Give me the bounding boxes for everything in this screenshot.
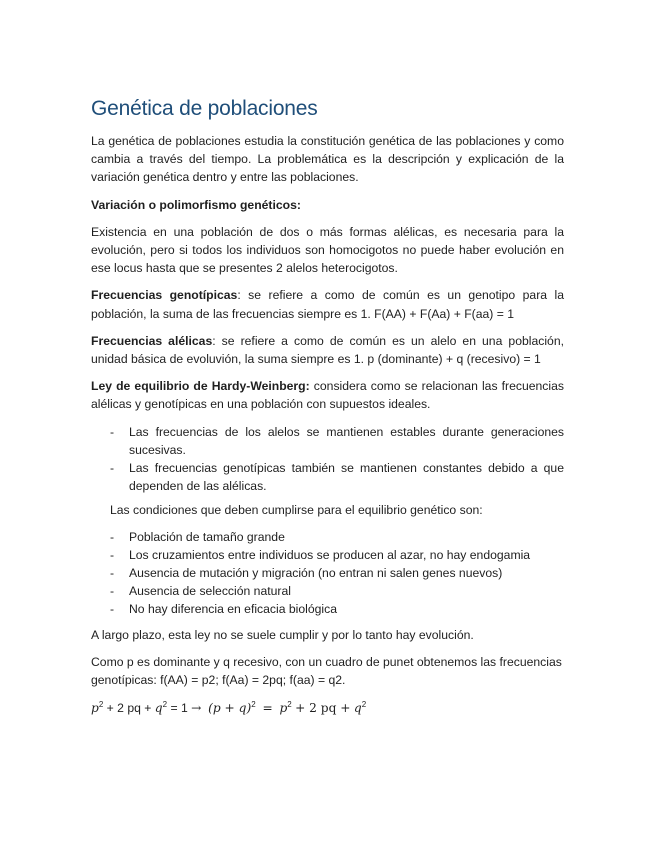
- list-item: [91, 582, 564, 600]
- list-item: [91, 528, 564, 546]
- dash-bullet: -: [110, 602, 115, 617]
- long-term-paragraph: A largo plazo, esta ley no se suele cumplir y por lo tanto hay evolución.: [91, 627, 474, 642]
- dash-bullet: -: [110, 566, 115, 581]
- list-item-text: Las frecuencias de los alelos se mantienen estables durante generaciones sucesivas.: [129, 424, 564, 457]
- page-title: Genética de poblaciones: [91, 97, 318, 120]
- dash-bullet: -: [110, 529, 115, 544]
- formula-rhs-p: p: [279, 701, 288, 716]
- hardy-weinberg-paragraph: [91, 377, 564, 413]
- allelic-text: : se refiere a como de común es un alelo en una población, unidad básica de evoluvión, la suma siempre es 1. p (dominante) + q (recesivo) = 1: [91, 333, 564, 367]
- dash-bullet: -: [110, 424, 115, 439]
- formula-exp: 2: [361, 700, 367, 710]
- list-item: [91, 564, 564, 582]
- dash-bullet: -: [110, 547, 115, 562]
- conditions-list: [91, 528, 564, 619]
- formula-rhs-mid: + 2 pq +: [295, 701, 351, 716]
- variation-paragraph: Existencia en una población de dos o más formas alélicas, es necesaria para la evolución, pero si todos los individuos son homocigotos no puede haber evolución en ese locus hasta que se presentes 2 alelos heterocigotos.: [91, 224, 564, 276]
- list-item: [91, 546, 564, 564]
- formula-q: q: [154, 701, 163, 716]
- hardy-weinberg-text: considera como se relacionan las frecuencias alélicas y genotípicas en una población con supuestos ideales.: [91, 379, 564, 412]
- allelic-paragraph: [91, 332, 564, 368]
- list-item: [91, 423, 564, 459]
- formula-eq: =: [262, 701, 273, 716]
- document-page: [91, 95, 564, 718]
- list-item-text: Población de tamaño grande: [129, 529, 285, 544]
- hardy-weinberg-list: [91, 423, 564, 496]
- punnett-paragraph: Como p es dominante y q recesivo, con un cuadro de punet obtenemos las frecuencias genotípicas: f(AA) = p2; f(Aa) = 2pq; f(aa) = q2.: [91, 654, 562, 688]
- formula-exp: 2: [251, 700, 256, 710]
- list-item-text: Las frecuencias genotípicas también se mantienen constantes debido a que dependen de las alélicas.: [129, 461, 564, 494]
- dash-bullet: -: [110, 461, 115, 476]
- genotypic-paragraph: [91, 286, 564, 322]
- variation-heading: [91, 196, 564, 214]
- formula-arrow: →: [191, 701, 202, 716]
- formula-lhs: (p + q): [208, 701, 252, 716]
- formula-eq-one: = 1: [170, 701, 188, 716]
- genotypic-text: : se refiere a como de común es un genotipo para la población, la suma de las frecuencias siempre es 1. F(AA) + F(Aa) + F(aa) = 1: [91, 288, 564, 321]
- allelic-term: Frecuencias alélicas: [91, 333, 213, 348]
- list-item-text: No hay diferencia en eficacia biológica: [129, 602, 337, 617]
- list-item-text: Ausencia de mutación y migración (no entran ni salen genes nuevos): [129, 566, 503, 581]
- list-item-text: Los cruzamientos entre individuos se producen al azar, no hay endogamia: [129, 547, 531, 562]
- list-item: [91, 459, 564, 495]
- genotypic-term: Frecuencias genotípicas: [91, 288, 238, 303]
- formula-exp: 2: [162, 700, 168, 710]
- intro-paragraph: La genética de poblaciones estudia la constitución genética de las poblaciones y como cambia a través del tiempo. La problemática es la descripción y explicación de la variación genética dentro y entre las poblaciones.: [91, 134, 564, 185]
- formula-exp: 2: [287, 700, 292, 710]
- formula-exp: 2: [98, 700, 104, 710]
- list-item: [91, 600, 564, 618]
- formula-rhs-q: q: [353, 701, 362, 716]
- dash-bullet: -: [110, 584, 115, 599]
- hardy-weinberg-term: Ley de equilibrio de Hardy-Weinberg:: [91, 379, 310, 394]
- conditions-intro: Las condiciones que deben cumplirse para el equilibrio genético son:: [110, 503, 483, 518]
- list-item-text: Ausencia de selección natural: [129, 584, 291, 599]
- formula-p: p: [91, 701, 99, 716]
- formula-mid: + 2 pq +: [106, 701, 152, 716]
- hardy-weinberg-formula: [91, 698, 564, 718]
- variation-heading-text: Variación o polimorfismo genéticos:: [91, 197, 301, 212]
